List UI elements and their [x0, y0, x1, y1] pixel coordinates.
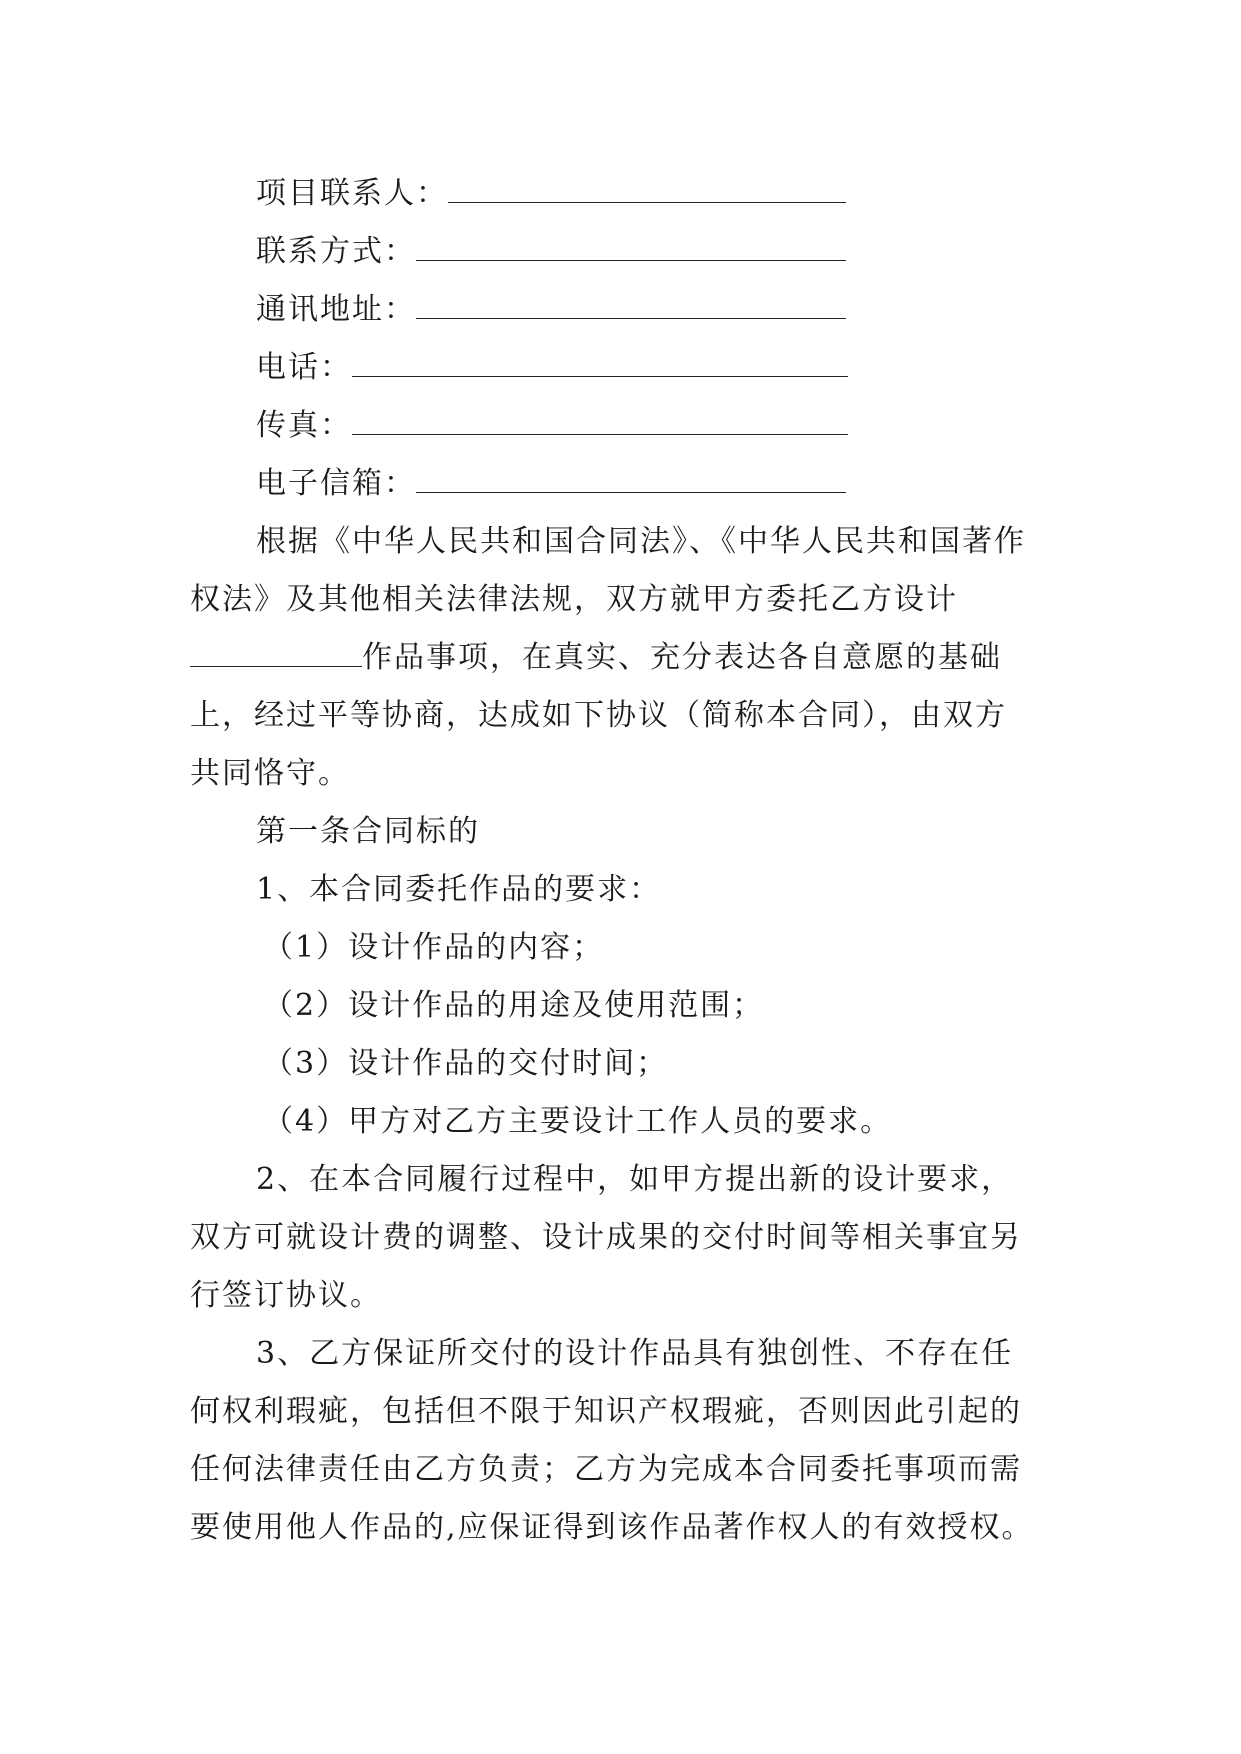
field-phone	[256, 342, 848, 386]
blank-underline[interactable]	[416, 238, 846, 261]
clause-3-line-4: 要使用他人作品的,应保证得到该作品著作权人的有效授权。	[190, 1510, 1034, 1545]
clause-1-item-1: （1）设计作品的内容；	[263, 930, 605, 965]
clause-3-line-2: 何权利瑕疵，包括但不限于知识产权瑕疵，否则因此引起的	[190, 1394, 1022, 1429]
blank-underline[interactable]	[352, 354, 848, 377]
field-label: 项目联系人：	[256, 176, 448, 211]
intro-line-3	[190, 632, 1050, 676]
field-project-contact	[256, 168, 846, 212]
blank-underline[interactable]	[352, 412, 848, 435]
field-address	[256, 284, 846, 328]
blank-underline[interactable]	[416, 296, 846, 319]
clause-2-line-2: 双方可就设计费的调整、设计成果的交付时间等相关事宜另	[190, 1220, 1022, 1255]
field-fax	[256, 400, 848, 444]
clause-1: 1、本合同委托作品的要求：	[256, 872, 662, 907]
intro-line-4: 上，经过平等协商，达成如下协议（简称本合同），由双方	[190, 698, 1007, 733]
clause-3-line-3: 任何法律责任由乙方负责；乙方为完成本合同委托事项而需	[190, 1452, 1022, 1487]
field-label: 电话：	[256, 350, 352, 385]
field-label: 电子信箱：	[256, 466, 416, 501]
blank-underline[interactable]	[190, 644, 362, 667]
article-1-title: 第一条合同标的	[256, 814, 480, 849]
intro-line-5: 共同恪守。	[190, 756, 350, 791]
clause-3-line-1: 3、乙方保证所交付的设计作品具有独创性、不存在任	[256, 1336, 1014, 1371]
blank-underline[interactable]	[416, 470, 846, 493]
field-label: 传真：	[256, 408, 352, 443]
field-contact-method	[256, 226, 846, 270]
clause-1-item-2: （2）设计作品的用途及使用范围；	[263, 988, 765, 1023]
clause-1-item-3: （3）设计作品的交付时间；	[263, 1046, 669, 1081]
field-email	[256, 458, 846, 502]
clause-1-item-4: （4）甲方对乙方主要设计工作人员的要求。	[263, 1104, 893, 1139]
intro-line-1: 根据《中华人民共和国合同法》、《中华人民共和国著作	[256, 524, 1026, 559]
clause-2-line-3: 行签订协议。	[190, 1278, 382, 1313]
field-label: 联系方式：	[256, 234, 416, 269]
field-label: 通讯地址：	[256, 292, 416, 327]
intro-line-3-text: 作品事项，在真实、充分表达各自意愿的基础	[362, 640, 1002, 675]
clause-2-line-1: 2、在本合同履行过程中，如甲方提出新的设计要求，	[256, 1162, 1014, 1197]
intro-line-2: 权法》及其他相关法律法规，双方就甲方委托乙方设计	[190, 582, 958, 617]
blank-underline[interactable]	[448, 180, 846, 203]
